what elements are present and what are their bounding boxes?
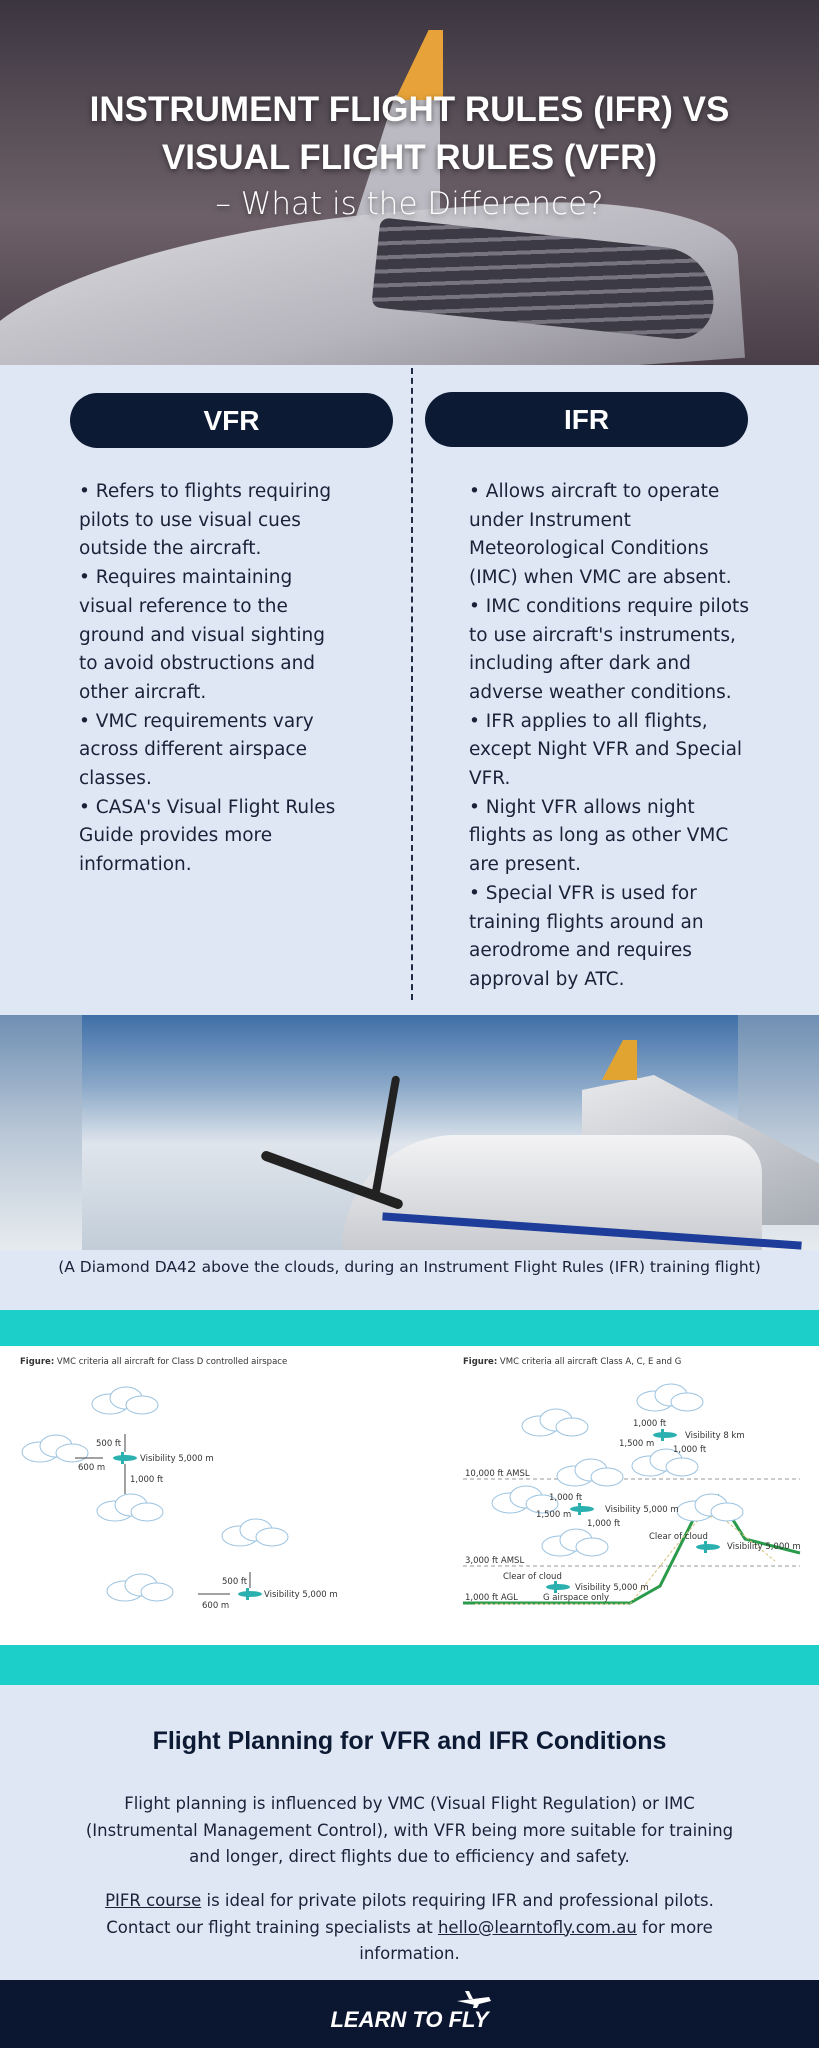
pifr-course-link[interactable]: PIFR course (105, 1891, 202, 1910)
teal-band (0, 1310, 819, 1346)
section-heading: Flight Planning for VFR and IFR Conditions (152, 1727, 667, 1755)
cloud-icon (107, 1574, 173, 1601)
list-item: • VMC requirements vary across different airspace classes. (79, 708, 349, 794)
column-divider (411, 368, 413, 1000)
svg-text:1,000 ft: 1,000 ft (549, 1493, 583, 1503)
vfr-heading: VFR (70, 393, 393, 448)
cloud-icon (677, 1494, 743, 1521)
svg-text:Visibility 5,000 m: Visibility 5,000 m (605, 1505, 679, 1515)
svg-text:Clear of cloud: Clear of cloud (649, 1532, 708, 1542)
photo-wingtip (602, 1040, 637, 1080)
vmc-diagrams (0, 1346, 819, 1645)
svg-text:G airspace only: G airspace only (543, 1593, 609, 1603)
list-item: • IFR applies to all flights, except Night VFR and Special VFR. (469, 708, 749, 794)
aircraft-icon (696, 1541, 720, 1553)
list-item: • Special VFR is used for training flights around an aerodrome and requires approval by ATC. (469, 880, 749, 995)
learn-to-fly-logo[interactable] (330, 2007, 488, 2033)
svg-text:Clear of cloud: Clear of cloud (503, 1572, 562, 1582)
vmc-figures (0, 1346, 819, 1645)
aircraft-icon (113, 1452, 137, 1464)
photo-caption: (A Diamond DA42 above the clouds, during an Instrument Flight Rules (IFR) training flight) (58, 1258, 761, 1276)
list-item: • CASA's Visual Flight Rules Guide provides more information. (79, 794, 349, 880)
aircraft-icon (238, 1588, 262, 1600)
teal-band (0, 1645, 819, 1685)
contact-text: is ideal for private pilots requiring IFR and professional pilots. Contact our flight training specialists at (106, 1891, 714, 1937)
svg-text:Visibility 5,000 m: Visibility 5,000 m (575, 1583, 649, 1593)
svg-text:Figure: VMC criteria all aircr: Figure: VMC criteria all aircraft Class A, C, E and G (463, 1357, 682, 1367)
svg-text:Figure: VMC criteria all aircr: Figure: VMC criteria all aircraft for Class D controlled airspace (20, 1357, 288, 1367)
cloud-icon (522, 1409, 588, 1436)
list-item: • IMC conditions require pilots to use aircraft's instruments, including after dark and adverse weather conditions. (469, 593, 749, 708)
svg-text:1,000 ft: 1,000 ft (587, 1519, 621, 1529)
contact-text: for more information. (359, 1917, 713, 1963)
aircraft-icon (570, 1503, 594, 1515)
planning-paragraph: Flight planning is influenced by VMC (Visual Flight Regulation) or IMC (Instrumental Management Control), with VFR being more suitable for training and longer, direct flights due to efficiency and safety. (85, 1794, 734, 1866)
svg-text:500 ft: 500 ft (96, 1439, 122, 1449)
photo-sky (82, 1015, 738, 1250)
vfr-list (79, 478, 349, 880)
page-title (0, 86, 819, 182)
svg-text:Visibility 5,000 m: Visibility 5,000 m (727, 1542, 801, 1552)
svg-text:1,000 ft: 1,000 ft (130, 1475, 164, 1485)
list-item: • Requires maintaining visual reference to the ground and visual sighting to avoid obstructions and other aircraft. (79, 564, 349, 708)
cloud-icon (97, 1494, 163, 1521)
svg-text:1,000 ft AGL: 1,000 ft AGL (465, 1593, 518, 1603)
footer (0, 1980, 819, 2048)
svg-text:500 ft: 500 ft (222, 1577, 248, 1587)
svg-text:Visibility 5,000 m: Visibility 5,000 m (140, 1454, 214, 1464)
svg-text:1,000 ft: 1,000 ft (673, 1445, 707, 1455)
hero-banner (0, 0, 819, 365)
cloud-icon (222, 1519, 288, 1546)
list-item: • Night VFR allows night flights as long as other VMC are present. (469, 794, 749, 880)
photo-engine (342, 1135, 762, 1250)
title-line: VISUAL FLIGHT RULES (VFR) (161, 138, 658, 177)
svg-text:600 m: 600 m (78, 1463, 106, 1473)
logo-text: LEARN TO FLY (330, 2007, 489, 2032)
cloud-icon (92, 1387, 158, 1414)
cloud-icon (637, 1384, 703, 1411)
airplane-icon (455, 1987, 493, 2009)
contact-paragraph (80, 1888, 739, 1968)
svg-text:1,000 ft: 1,000 ft (633, 1419, 667, 1429)
page-subtitle: – What is the Difference? (215, 186, 604, 222)
svg-text:Visibility 5,000 m: Visibility 5,000 m (264, 1590, 338, 1600)
aircraft-icon (546, 1581, 570, 1593)
ifr-heading: IFR (425, 392, 748, 447)
cloud-icon (557, 1459, 623, 1486)
aircraft-icon (653, 1429, 677, 1441)
cloud-icon (542, 1529, 608, 1556)
svg-text:3,000 ft AMSL: 3,000 ft AMSL (465, 1556, 525, 1566)
title-line: INSTRUMENT FLIGHT RULES (IFR) VS (89, 90, 730, 129)
svg-text:Visibility 8 km: Visibility 8 km (685, 1431, 745, 1441)
svg-text:10,000 ft AMSL: 10,000 ft AMSL (465, 1469, 530, 1479)
ifr-list (469, 478, 749, 995)
email-link[interactable]: hello@learntofly.com.au (437, 1917, 637, 1937)
aircraft-photo (0, 1015, 819, 1250)
svg-text:1,500 m: 1,500 m (619, 1439, 655, 1449)
svg-text:1,500 m: 1,500 m (536, 1510, 572, 1520)
list-item: • Refers to flights requiring pilots to use visual cues outside the aircraft. (79, 478, 349, 564)
svg-text:600 m: 600 m (202, 1601, 230, 1611)
list-item: • Allows aircraft to operate under Instrument Meteorological Conditions (IMC) when VMC are absent. (469, 478, 749, 593)
